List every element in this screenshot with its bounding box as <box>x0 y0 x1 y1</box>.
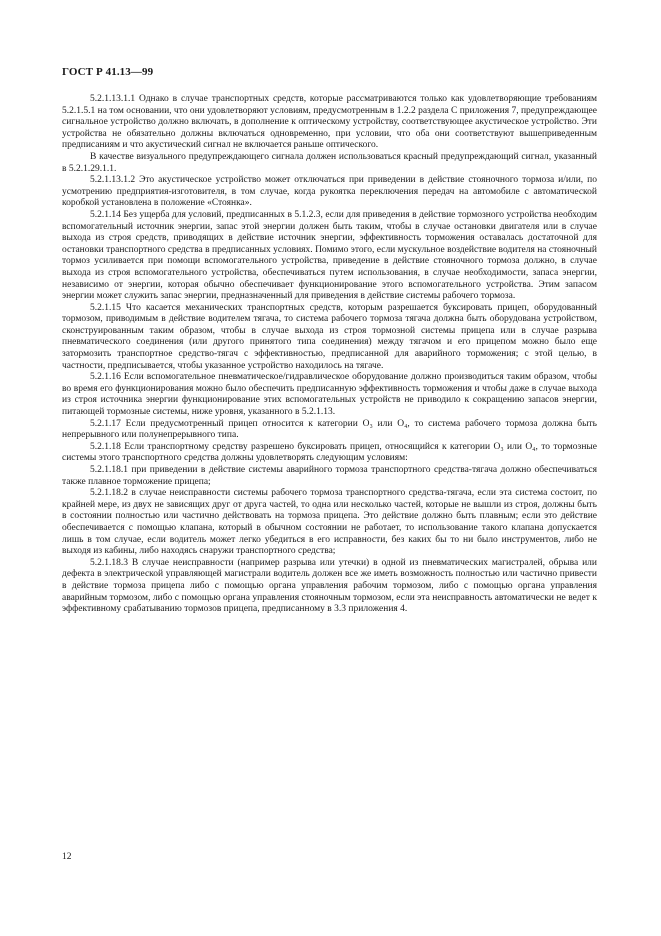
paragraph-5-2-1-18-2: 5.2.1.18.2 в случае неисправности системы рабочего тормоза транспортного средства-тягача, если эта система состоит, по крайней мере, из двух не зависящих друг от друга частей, то одна или несколько частей, которые не вышли из строя, должны быть в состоянии полностью или частично действовать на тормоза прицепа. Это действие должно быть плавным; если это действие обеспечивается с помощью клапана, который в обычном состоянии не работает, то использование такого клапана допускается лишь в том случае, если водитель может легко убедиться в его исправности, без каких бы то ни было инструментов, либо не выходя из кабины, либо находясь снаружи транспортного средства; <box>62 488 597 557</box>
document-body <box>62 94 597 616</box>
paragraph-5-2-1-13-1-1: 5.2.1.13.1.1 Однако в случае транспортных средств, которые рассматриваются только как удовлетворяющие требованиям 5.2.1.5.1 на том основании, что они удовлетворяют условиям, предусмотренным в 1.2.2 раздела С приложения 7, предупреждающее сигнальное устройство должно включать, в дополнение к оптическому устройству, соответствующее акустическое устройство. Эти устройства не обязательно должны включаться одновременно, при условии, что оба они соответствуют вышеприведенным предписаниям и что акустический сигнал не включается раньше оптического. <box>62 94 597 151</box>
paragraph-5-2-1-18-3: 5.2.1.18.3 В случае неисправности (например разрыва или утечки) в одной из пневматических магистралей, обрыва или дефекта в электрической управляющей магистрали водитель должен все же иметь возможность полностью или частично привести в действие тормоза прицепа либо с помощью органа управления рабочим тормозом, либо с помощью органа управления аварийным тормозом, либо с помощью органа управления стояночным тормозом, если эта неисправность автоматически не ведет к эффективному срабатыванию тормозов прицепа, предписанному в 3.3 приложения 4. <box>62 557 597 615</box>
paragraph-5-2-1-14: 5.2.1.14 Без ущерба для условий, предписанных в 5.1.2.3, если для приведения в действие тормозного устройства необходим вспомогательный источник энергии, запас этой энергии должен быть таким, чтобы в случае остановки двигателя или в случае выхода из строя средств, приводящих в действие источник энергии, эффективность торможения оставалась достаточной для остановки транспортного средства в предписанных условиях. Помимо этого, если мускульное воздействие водителя на стояночный тормоз усиливается при помощи вспомогательного устройства, приведение в действие стояночного тормоза должно, в случае выхода из строя вспомогательного устройства, обеспечиваться путем использования, в случае необходимости, запаса энергии, независимо от энергии, которая обычно обеспечивает функционирование этого вспомогательного устройства. Этим запасом энергии может служить запас энергии, предназначенный для приведения в действие системы рабочего тормоза. <box>62 209 597 302</box>
paragraph-visual-signal: В качестве визуального предупреждающего сигнала должен использоваться красный предупреждающий сигнал, указанный в 5.2.1.29.1.1. <box>62 151 597 174</box>
paragraph-5-2-1-18: 5.2.1.18 Если транспортному средству разрешено буксировать прицеп, относящийся к категории O₃ или O₄, то тормозные системы этого транспортного средства должны удовлетворять следующим условиям: <box>62 441 597 464</box>
paragraph-5-2-1-16: 5.2.1.16 Если вспомогательное пневматическое/гидравлическое оборудование должно производиться таким образом, чтобы во время его функционирования можно было обеспечить предписанную эффективность торможения и чтобы даже в случае выхода из строя источника энергии функционирование этих вспомогательных устройств не приводило к сокращению запасов энергии, питающей тормозные системы, ниже уровня, указанного в 5.2.1.13. <box>62 372 597 418</box>
paragraph-5-2-1-15: 5.2.1.15 Что касается механических транспортных средств, которым разрешается буксировать прицеп, оборудованный тормозом, приводимым в действие водителем тягача, то система рабочего тормоза тягача должна быть оборудована устройством, сконструированным таким образом, чтобы в случае выхода из строя тормозной системы прицепа или в случае разрыва пневматического соединения (или другого принятого типа соединения) между тягачом и его прицепом можно было еще затормозить транспортное средство-тягач с эффективностью, предписанной для аварийного торможения; с этой целью, в частности, предписывается, чтобы указанное устройство находилось на тягаче. <box>62 302 597 371</box>
document-code-header: ГОСТ Р 41.13—99 <box>62 66 154 78</box>
paragraph-5-2-1-13-1-2: 5.2.1.13.1.2 Это акустическое устройство может отключаться при приведении в действие стояночного тормоза и/или, по усмотрению предприятия-изготовителя, в том случае, когда рукоятка переключения передач на автомобиле с автоматической коробкой установлена в положение «Стоянка». <box>62 175 597 209</box>
paragraph-5-2-1-18-1: 5.2.1.18.1 при приведении в действие системы аварийного тормоза транспортного средства-тягача должно обеспечиваться также плавное торможение прицепа; <box>62 465 597 487</box>
paragraph-5-2-1-17: 5.2.1.17 Если предусмотренный прицеп относится к категории O₃ или O₄, то система рабочего тормоза должна быть непрерывного или полунепрерывного типа. <box>62 418 597 441</box>
page-number: 12 <box>62 852 72 862</box>
